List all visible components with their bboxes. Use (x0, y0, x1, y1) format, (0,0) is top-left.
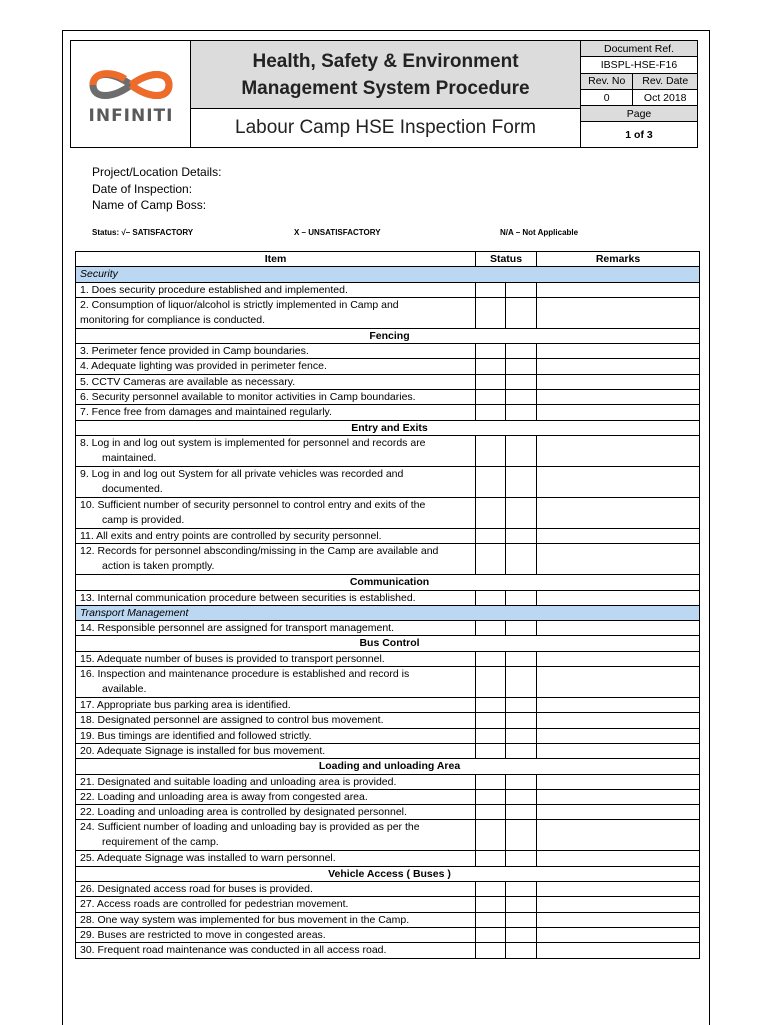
legend-unsatisfactory: X – UNSATISFACTORY (294, 228, 381, 237)
status-cell-2[interactable] (506, 544, 537, 575)
status-cell-1[interactable] (476, 805, 506, 820)
doc-ref-value: IBSPL-HSE-F16 (581, 57, 697, 73)
col-item-header: Item (76, 252, 476, 267)
table-row (76, 743, 700, 758)
item-line-2: documented. (102, 482, 163, 495)
status-cell-2[interactable] (506, 590, 537, 605)
item-line-1: 3. Perimeter fence provided in Camp boundaries. (80, 345, 309, 358)
legend-na: N/A – Not Applicable (500, 228, 579, 237)
table-row (76, 544, 700, 575)
remarks-cell[interactable] (537, 544, 700, 575)
status-cell-1[interactable] (476, 466, 506, 497)
item-line-1: 26. Designated access road for buses is provided. (80, 883, 313, 896)
item-line-2: requirement of the camp. (102, 836, 219, 849)
remarks-cell[interactable] (537, 912, 700, 927)
remarks-cell[interactable] (537, 621, 700, 636)
item-line-1: 21. Designated and suitable loading and unloading area is provided. (80, 775, 397, 788)
item-line-1: 22. Loading and unloading area is away from congested area. (80, 790, 368, 803)
legend-satisfactory: Status: √– SATISFACTORY (92, 228, 194, 237)
rev-no-value: 0 (581, 89, 633, 105)
remarks-cell[interactable] (537, 497, 700, 528)
col-status-header: Status (476, 252, 537, 267)
rev-date-value: Oct 2018 (633, 89, 697, 105)
item-text (76, 344, 476, 359)
section-title: Security (76, 267, 700, 282)
table-row (76, 667, 700, 698)
title-line-2: Management System Procedure (241, 77, 530, 99)
table-row (76, 943, 700, 958)
item-line-1: 22. Loading and unloading area is controlled by designated personnel. (80, 806, 407, 819)
status-cell-1[interactable] (476, 897, 506, 912)
item-text (76, 374, 476, 389)
item-text (76, 897, 476, 912)
remarks-cell[interactable] (537, 851, 700, 866)
item-text (76, 497, 476, 528)
item-text (76, 774, 476, 789)
status-cell-1[interactable] (476, 590, 506, 605)
status-cell-1[interactable] (476, 728, 506, 743)
table-row (76, 497, 700, 528)
table-row (76, 435, 700, 466)
remarks-cell[interactable] (537, 344, 700, 359)
project-details (92, 164, 221, 214)
item-line-1: 19. Bus timings are identified and followed strictly. (80, 729, 312, 742)
item-line-1: 10. Sufficient number of security personnel to control entry and exits of the (80, 498, 426, 511)
item-line-1: 9. Log in and log out System for all private vehicles was recorded and (80, 467, 404, 480)
status-cell-1[interactable] (476, 927, 506, 942)
remarks-cell[interactable] (537, 897, 700, 912)
title-cell (191, 41, 581, 109)
table-row (76, 927, 700, 942)
remarks-cell[interactable] (537, 528, 700, 543)
status-cell-1[interactable] (476, 528, 506, 543)
remarks-cell[interactable] (537, 390, 700, 405)
inspection-table (75, 251, 700, 959)
camp-boss-label: Name of Camp Boss: (92, 198, 207, 213)
subsection-header-row (76, 759, 700, 774)
item-text (76, 728, 476, 743)
status-cell-1[interactable] (476, 774, 506, 789)
item-text (76, 359, 476, 374)
subsection-header-row (76, 575, 700, 590)
remarks-cell[interactable] (537, 405, 700, 420)
status-cell-1[interactable] (476, 344, 506, 359)
status-cell-1[interactable] (476, 282, 506, 297)
item-text (76, 667, 476, 698)
item-text (76, 405, 476, 420)
remarks-cell[interactable] (537, 728, 700, 743)
status-cell-2[interactable] (506, 297, 537, 328)
remarks-cell[interactable] (537, 435, 700, 466)
item-text (76, 528, 476, 543)
status-cell-2[interactable] (506, 927, 537, 942)
status-cell-2[interactable] (506, 435, 537, 466)
item-text (76, 743, 476, 758)
table-row (76, 912, 700, 927)
remarks-cell[interactable] (537, 651, 700, 666)
item-line-1: 11. All exits and entry points are controlled by security personnel. (80, 529, 382, 542)
item-line-2: available. (102, 683, 147, 696)
item-text (76, 820, 476, 851)
table-row (76, 651, 700, 666)
status-cell-1[interactable] (476, 621, 506, 636)
item-line-1: 25. Adequate Signage was installed to warn personnel. (80, 852, 336, 865)
remarks-cell[interactable] (537, 698, 700, 713)
status-cell-2[interactable] (506, 405, 537, 420)
status-cell-2[interactable] (506, 882, 537, 897)
status-cell-2[interactable] (506, 789, 537, 804)
status-cell-2[interactable] (506, 912, 537, 927)
item-line-1: 8. Log in and log out system is implemented for personnel and records are (80, 436, 426, 449)
table-row (76, 528, 700, 543)
table-row (76, 621, 700, 636)
item-text (76, 927, 476, 942)
status-cell-2[interactable] (506, 374, 537, 389)
table-row (76, 297, 700, 328)
status-cell-1[interactable] (476, 698, 506, 713)
item-line-1: 28. One way system was implemented for bus movement in the Camp. (80, 913, 410, 926)
item-text (76, 651, 476, 666)
project-location-label: Project/Location Details: (92, 165, 222, 179)
status-cell-1[interactable] (476, 435, 506, 466)
inspection-date-label: Date of Inspection: (92, 181, 193, 196)
remarks-cell[interactable] (537, 882, 700, 897)
subsection-title: Bus Control (76, 636, 700, 651)
item-text (76, 943, 476, 958)
status-cell-2[interactable] (506, 743, 537, 758)
table-row (76, 805, 700, 820)
status-cell-1[interactable] (476, 882, 506, 897)
table-row (76, 359, 700, 374)
status-cell-1[interactable] (476, 713, 506, 728)
status-cell-2[interactable] (506, 713, 537, 728)
status-cell-2[interactable] (506, 728, 537, 743)
status-cell-2[interactable] (506, 820, 537, 851)
item-text (76, 590, 476, 605)
item-line-1: 13. Internal communication procedure between securities is established. (80, 591, 416, 604)
item-line-1: 12. Records for personnel absconding/missing in the Camp are available and (80, 545, 439, 558)
subsection-header-row (76, 328, 700, 343)
item-line-1: 20. Adequate Signage is installed for bus movement. (80, 744, 326, 757)
status-cell-1[interactable] (476, 497, 506, 528)
status-cell-2[interactable] (506, 621, 537, 636)
doc-ref-block (581, 41, 698, 148)
item-text (76, 390, 476, 405)
remarks-cell[interactable] (537, 713, 700, 728)
table-row (76, 851, 700, 866)
item-line-2: camp is provided. (102, 513, 185, 526)
item-line-1: 6. Security personnel available to monitor activities in Camp boundaries. (80, 391, 416, 404)
item-text (76, 912, 476, 927)
status-cell-1[interactable] (476, 390, 506, 405)
status-cell-2[interactable] (506, 805, 537, 820)
item-text (76, 789, 476, 804)
status-cell-1[interactable] (476, 667, 506, 698)
status-cell-2[interactable] (506, 651, 537, 666)
item-text (76, 698, 476, 713)
remarks-cell[interactable] (537, 805, 700, 820)
item-line-1: 24. Sufficient number of loading and unloading bay is provided as per the (80, 821, 420, 834)
status-cell-2[interactable] (506, 497, 537, 528)
remarks-cell[interactable] (537, 943, 700, 958)
item-line-1: 5. CCTV Cameras are available as necessary. (80, 375, 296, 388)
remarks-cell[interactable] (537, 466, 700, 497)
remarks-cell[interactable] (537, 820, 700, 851)
status-cell-2[interactable] (506, 774, 537, 789)
table-row (76, 698, 700, 713)
item-line-1: 7. Fence free from damages and maintained regularly. (80, 406, 332, 419)
status-cell-2[interactable] (506, 943, 537, 958)
item-text (76, 882, 476, 897)
status-cell-2[interactable] (506, 390, 537, 405)
table-row (76, 590, 700, 605)
document-header (70, 40, 698, 148)
status-cell-2[interactable] (506, 466, 537, 497)
table-row (76, 897, 700, 912)
status-cell-1[interactable] (476, 651, 506, 666)
infinity-logo-icon (79, 57, 183, 127)
remarks-cell[interactable] (537, 297, 700, 328)
status-cell-1[interactable] (476, 374, 506, 389)
item-line-1: 16. Inspection and maintenance procedure is established and record is (80, 668, 410, 681)
item-text (76, 621, 476, 636)
table-row (76, 374, 700, 389)
status-cell-2[interactable] (506, 698, 537, 713)
status-cell-1[interactable] (476, 297, 506, 328)
table-row (76, 466, 700, 497)
section-header-row (76, 267, 700, 282)
item-text (76, 544, 476, 575)
section-title: Transport Management (76, 605, 700, 620)
table-row (76, 882, 700, 897)
item-line-1: 30. Frequent road maintenance was conducted in all access road. (80, 944, 387, 957)
section-header-row (76, 605, 700, 620)
remarks-cell[interactable] (537, 789, 700, 804)
subsection-header-row (76, 420, 700, 435)
status-cell-2[interactable] (506, 851, 537, 866)
item-line-1: 2. Consumption of liquor/alcohol is strictly implemented in Camp and (80, 298, 399, 311)
item-line-1: 15. Adequate number of buses is provided to transport personnel. (80, 652, 385, 665)
page-value: 1 of 3 (581, 122, 697, 147)
status-cell-2[interactable] (506, 528, 537, 543)
status-cell-1[interactable] (476, 544, 506, 575)
item-text (76, 297, 476, 328)
item-text (76, 282, 476, 297)
status-cell-2[interactable] (506, 897, 537, 912)
item-line-1: 4. Adequate lighting was provided in perimeter fence. (80, 360, 327, 373)
remarks-cell[interactable] (537, 743, 700, 758)
item-line-1: 18. Designated personnel are assigned to control bus movement. (80, 714, 384, 727)
page-label: Page (581, 106, 697, 122)
status-cell-2[interactable] (506, 282, 537, 297)
table-row (76, 728, 700, 743)
col-remarks-header: Remarks (537, 252, 700, 267)
item-line-2: action is taken promptly. (102, 560, 215, 573)
logo-text: INFINITI (88, 105, 173, 126)
table-row (76, 713, 700, 728)
rev-no-label: Rev. No (581, 73, 633, 89)
subsection-title: Loading and unloading Area (76, 759, 700, 774)
subsection-title: Communication (76, 575, 700, 590)
item-line-1: 27. Access roads are controlled for pedestrian movement. (80, 898, 349, 911)
status-cell-2[interactable] (506, 344, 537, 359)
subsection-header-row (76, 636, 700, 651)
status-cell-1[interactable] (476, 851, 506, 866)
status-cell-1[interactable] (476, 820, 506, 851)
status-cell-1[interactable] (476, 359, 506, 374)
subsection-header-row (76, 866, 700, 881)
form-subtitle: Labour Camp HSE Inspection Form (191, 109, 581, 148)
item-text (76, 466, 476, 497)
remarks-cell[interactable] (537, 282, 700, 297)
item-line-2: monitoring for compliance is conducted. (80, 313, 266, 326)
item-line-1: 14. Responsible personnel are assigned for transport management. (80, 622, 395, 635)
table-row (76, 789, 700, 804)
subsection-title: Fencing (76, 328, 700, 343)
remarks-cell[interactable] (537, 667, 700, 698)
table-row (76, 405, 700, 420)
title-line-1: Health, Safety & Environment (252, 50, 519, 72)
item-line-1: 1. Does security procedure established and implemented. (80, 283, 348, 296)
remarks-cell[interactable] (537, 774, 700, 789)
status-cell-1[interactable] (476, 789, 506, 804)
status-cell-1[interactable] (476, 943, 506, 958)
logo (71, 41, 191, 148)
item-text (76, 435, 476, 466)
remarks-cell[interactable] (537, 374, 700, 389)
status-cell-1[interactable] (476, 743, 506, 758)
table-row (76, 390, 700, 405)
item-text (76, 805, 476, 820)
rev-date-label: Rev. Date (633, 73, 697, 89)
item-line-1: 17. Appropriate bus parking area is identified. (80, 699, 291, 712)
item-text (76, 713, 476, 728)
table-row (76, 774, 700, 789)
remarks-cell[interactable] (537, 359, 700, 374)
item-line-1: 29. Buses are restricted to move in congested areas. (80, 928, 326, 941)
status-cell-1[interactable] (476, 405, 506, 420)
subsection-title: Entry and Exits (76, 420, 700, 435)
table-row (76, 820, 700, 851)
doc-ref-label: Document Ref. (581, 41, 697, 57)
subsection-title: Vehicle Access ( Buses ) (76, 866, 700, 881)
table-row (76, 282, 700, 297)
item-text (76, 851, 476, 866)
status-cell-2[interactable] (506, 667, 537, 698)
remarks-cell[interactable] (537, 927, 700, 942)
table-row (76, 344, 700, 359)
status-cell-1[interactable] (476, 912, 506, 927)
remarks-cell[interactable] (537, 590, 700, 605)
item-line-2: maintained. (102, 451, 157, 464)
status-cell-2[interactable] (506, 359, 537, 374)
